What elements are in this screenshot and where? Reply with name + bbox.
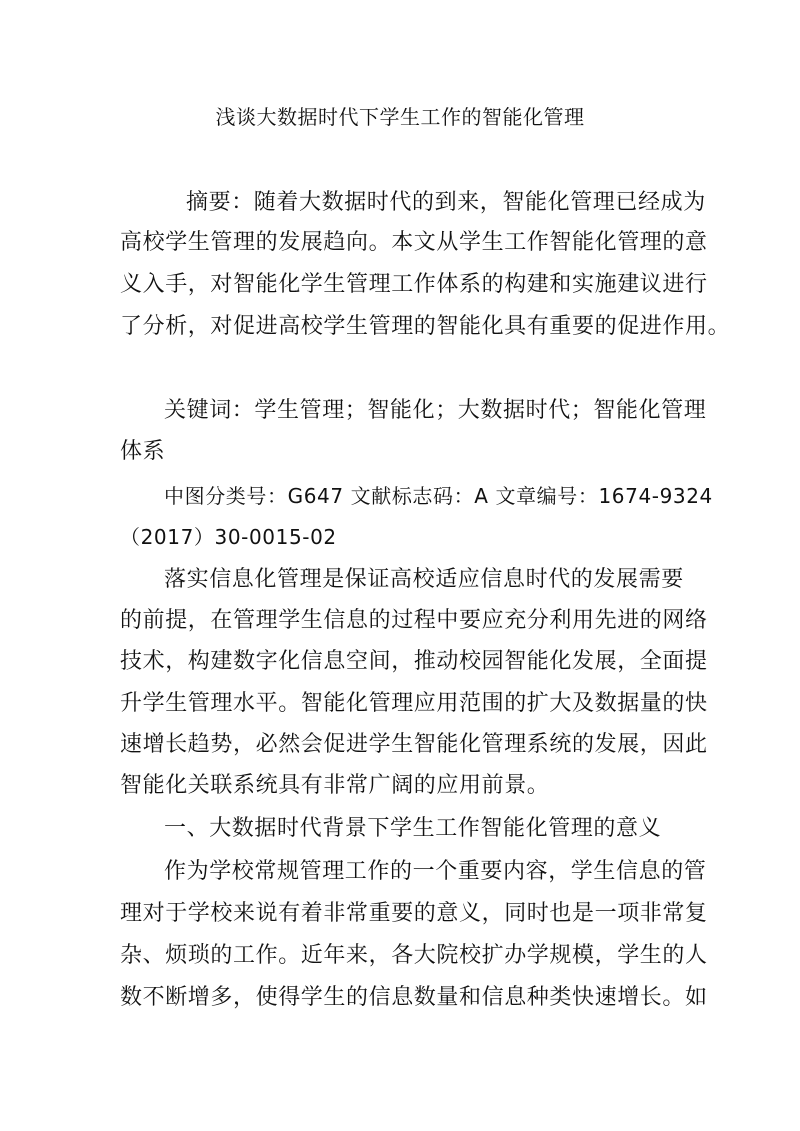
section-paragraph-line-1: 作为学校常规管理工作的一个重要内容，学生信息的管: [164, 859, 707, 884]
document-title: 浅谈大数据时代下学生工作的智能化管理: [215, 105, 585, 129]
intro-line-5: 速增长趋势，必然会促进学生智能化管理系统的发展，因此: [120, 732, 708, 757]
abstract-line-4: 了分析，对促进高校学生管理的智能化具有重要的促进作用。: [120, 314, 731, 339]
classification-line-2: （2017）30-0015-02: [120, 525, 337, 549]
abstract-line-1: 摘要：随着大数据时代的到来，智能化管理已经成为: [186, 190, 706, 215]
classification-line-1: 中图分类号：G647 文献标志码：A 文章编号：1674-9324: [164, 484, 713, 508]
section-heading: 一、大数据时代背景下学生工作智能化管理的意义: [164, 816, 662, 841]
section-paragraph-line-4: 数不断增多，使得学生的信息数量和信息种类快速增长。如: [120, 985, 708, 1010]
intro-line-1: 落实信息化管理是保证高校适应信息时代的发展需要: [164, 567, 684, 592]
section-paragraph-line-3: 杂、烦琐的工作。近年来，各大院校扩办学规模，学生的人: [120, 943, 708, 968]
intro-line-4: 升学生管理水平。智能化管理应用范围的扩大及数据量的快: [120, 691, 708, 716]
keywords-line-1: 关键词：学生管理；智能化；大数据时代；智能化管理: [164, 398, 707, 423]
abstract-line-3: 义入手，对智能化学生管理工作体系的构建和实施建议进行: [120, 272, 708, 297]
abstract-line-2: 高校学生管理的发展趋向。本文从学生工作智能化管理的意: [120, 230, 708, 255]
intro-line-6: 智能化关联系统具有非常广阔的应用前景。: [120, 773, 550, 798]
intro-line-3: 技术，构建数字化信息空间，推动校园智能化发展，全面提: [120, 649, 708, 674]
keywords-line-2: 体系: [120, 439, 166, 464]
section-paragraph-line-2: 理对于学校来说有着非常重要的意义，同时也是一项非常复: [120, 901, 708, 926]
intro-line-2: 的前提，在管理学生信息的过程中要应充分利用先进的网络: [120, 608, 708, 633]
